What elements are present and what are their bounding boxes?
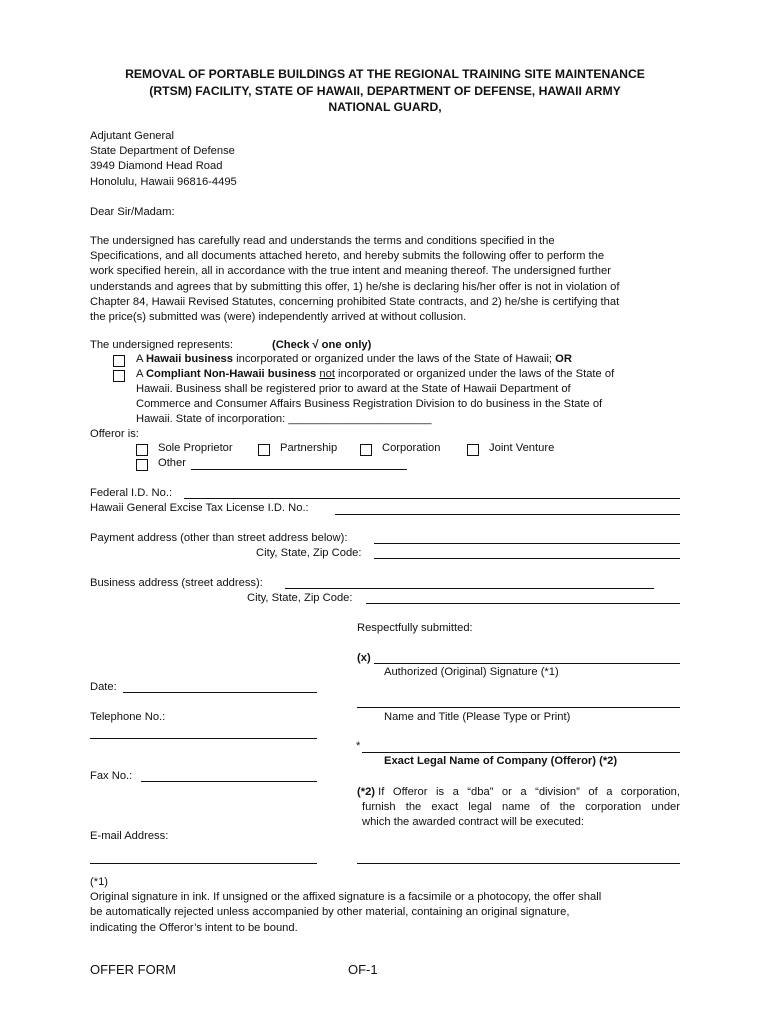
title-line-1: REMOVAL OF PORTABLE BUILDINGS AT THE REGIONAL TRAINING SITE MAINTENANCE [125,67,645,81]
payment-address-label: Payment address (other than street address below): [90,532,348,544]
address-line-3: 3949 Diamond Head Road [90,160,223,173]
signature-x-mark: (x) [357,652,371,664]
non-hawaii-business-option [136,368,614,380]
dba-note-line-2: furnish the exact legal name of the corporation under [362,801,680,813]
intro-paragraph [90,234,672,325]
federal-id-input-line[interactable] [184,498,680,499]
corporation-label: Corporation [382,442,441,454]
recipient-address [90,129,690,190]
footnote [90,875,690,936]
non-hawaii-business-checkbox[interactable] [113,370,125,382]
dba-note-text-1: If Offeror is a “dba” or a “division” of a corporation, [378,786,680,798]
business-city-label: City, State, Zip Code: [247,592,353,604]
date-label: Date: [90,681,117,693]
opt2-text-e: incorporated or organized under the laws of the State of [334,368,615,380]
legal-name-input-line[interactable] [362,752,680,753]
opt2-text-d: not [319,368,335,380]
intro-line-3: work specified herein, all in accordance with the true intent and meaning thereof. The undersigned further [90,265,611,278]
business-city-input-line[interactable] [366,603,680,604]
opt2-text-b: Compliant Non-Hawaii business [145,368,317,380]
dba-note [357,785,680,830]
opt1-text-b: Hawaii business [145,353,234,365]
telephone-label: Telephone No.: [90,711,166,723]
dba-note-tag: (*2) [357,786,376,798]
business-address-input-line[interactable] [285,588,654,589]
opt1-text-d: OR [555,353,572,365]
partnership-checkbox[interactable] [258,444,270,456]
payment-city-label: City, State, Zip Code: [256,547,362,559]
non-hawaii-line-3: Commerce and Consumer Affairs Business Registration Division to do business in the State of [136,398,603,410]
federal-id-label: Federal I.D. No.: [90,487,173,499]
joint-venture-checkbox[interactable] [467,444,479,456]
date-input-line[interactable] [123,692,317,693]
other-label: Other [158,457,186,469]
address-line-4: Honolulu, Hawaii 96816-4495 [90,175,237,188]
document-title [90,66,680,116]
intro-line-2: Specifications, and all documents attached hereto, and hereby submits the following offer to perform the [90,250,605,263]
legal-name-caption: Exact Legal Name of Company (Offeror) (*2) [384,755,618,767]
intro-line-4: understands and agrees that by submitting this offer, 1) he/she is declaring his/her offer is not in violation of [90,280,620,293]
name-title-caption: Name and Title (Please Type or Print) [384,711,571,723]
payment-address-input-line[interactable] [374,543,680,544]
title-line-3: NATIONAL GUARD, [328,100,442,114]
opt1-text-c: incorporated or organized under the laws of the State of Hawaii; [233,353,556,365]
authorized-signature-caption: Authorized (Original) Signature (*1) [384,666,559,678]
dba-note-line-3: which the awarded contract will be executed: [362,816,585,828]
ge-tax-label: Hawaii General Excise Tax License I.D. No.: [90,502,309,514]
hawaii-business-option [136,353,572,365]
opt1-text-a: A [136,353,146,365]
non-hawaii-line-2: Hawaii. Business shall be registered prior to award at the State of Hawaii Department of [136,383,571,395]
ge-tax-input-line[interactable] [335,514,680,515]
intro-line-6: the price(s) submitted was (were) independently arrived at without collusion. [90,311,467,324]
signature-input-line[interactable] [374,663,680,664]
represents-label: The undersigned represents: [90,339,234,351]
intro-line-5: Chapter 84, Hawaii Revised Statutes, concerning prohibited State contracts, and 2) he/she is certifying that [90,295,620,308]
sole-proprietor-label: Sole Proprietor [158,442,233,454]
corporation-checkbox[interactable] [360,444,372,456]
respectfully-submitted: Respectfully submitted: [357,622,473,634]
partnership-label: Partnership [280,442,338,454]
footer-page-number: OF-1 [348,962,378,977]
opt2-text-a: A [136,368,146,380]
address-line-1: Adjutant General [90,130,174,142]
footer-form-name: OFFER FORM [90,962,176,977]
state-of-incorporation-field[interactable]: Hawaii. State of incorporation: _______________________ [136,413,432,425]
fax-label: Fax No.: [90,770,133,782]
email-label: E-mail Address: [90,830,169,842]
name-title-input-line[interactable] [357,707,680,708]
telephone-input-line[interactable] [90,738,317,739]
hawaii-business-checkbox[interactable] [113,355,125,367]
offeror-is-label: Offeror is: [90,428,139,440]
salutation: Dear Sir/Madam: [90,206,175,218]
footnote-tag: (*1) [90,876,109,888]
other-input-line[interactable] [191,469,407,470]
payment-city-input-line[interactable] [374,558,680,559]
legal-name-asterisk: * [356,740,361,752]
footnote-line-3: indicating the Offeror’s intent to be bound. [90,921,298,934]
corporation-name-input-line[interactable] [357,863,680,864]
footnote-line-2: be automatically rejected unless accompanied by other material, containing an original signature, [90,906,570,919]
intro-line-1: The undersigned has carefully read and understands the terms and conditions specified in the [90,235,555,247]
other-checkbox[interactable] [136,459,148,471]
sole-proprietor-checkbox[interactable] [136,444,148,456]
fax-input-line[interactable] [141,781,317,782]
business-address-label: Business address (street address): [90,577,263,589]
check-one-note: (Check √ one only) [272,339,372,351]
address-line-2: State Department of Defense [90,145,235,158]
footnote-line-1: Original signature in ink. If unsigned or the affixed signature is a facsimile or a photocopy, the offer shall [90,891,602,904]
email-input-line[interactable] [90,863,317,864]
title-line-2: (RTSM) FACILITY, STATE OF HAWAII, DEPARTMENT OF DEFENSE, HAWAII ARMY [149,83,621,98]
joint-venture-label: Joint Venture [489,442,555,454]
dba-note-line-1 [357,785,680,800]
